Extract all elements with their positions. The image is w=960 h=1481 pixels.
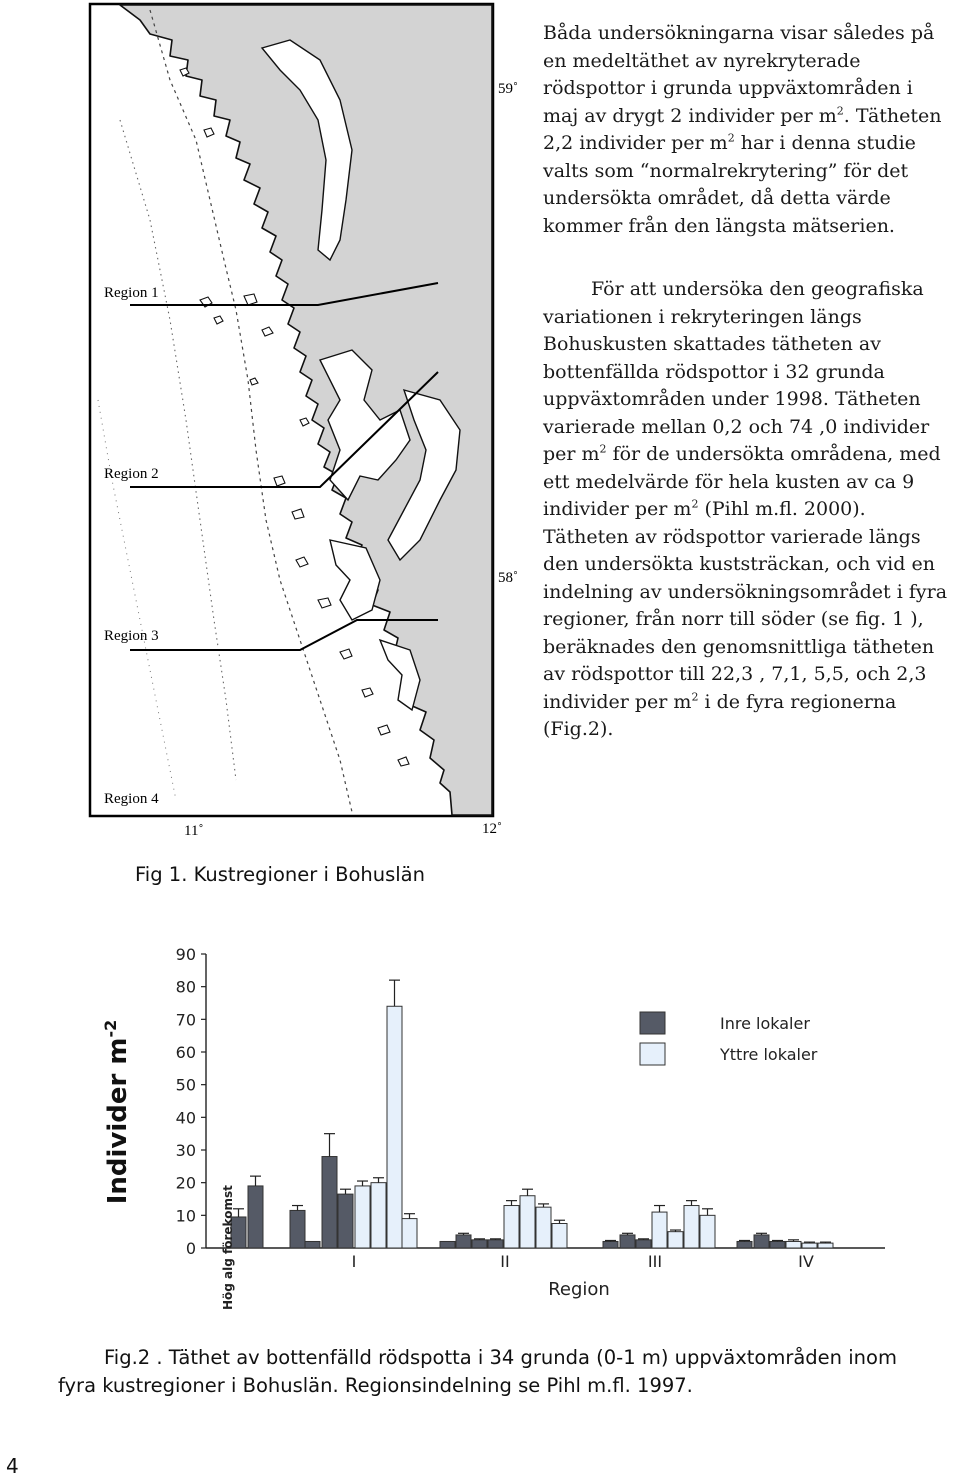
bar-9 — [402, 1219, 417, 1248]
p1-sup-b: 2 — [727, 131, 735, 145]
y-tick-label-10: 10 — [175, 1206, 196, 1226]
bar-25 — [737, 1241, 752, 1248]
lon-12-label: 12˚ — [482, 821, 502, 837]
y-axis-label-sup: -2 — [101, 1019, 120, 1038]
bar-18 — [603, 1241, 618, 1248]
p2-text-a: För att undersöka den geografiska variationen i rekryteringen längs Bohuskusten skattades tätheten av bottenfällda rödspottor i 32 grunda uppväxtområden under 1998. Tätheten varierade mellan 0,2 och 74 ,0 individer per m — [543, 278, 930, 465]
p2-text-d: i de fyra regionerna (Fig.2). — [543, 690, 897, 740]
lat-59-label: 59˚ — [498, 81, 518, 97]
legend-swatch-1 — [640, 1043, 665, 1065]
p1-sup-a: 2 — [836, 104, 844, 118]
x-axis-label: Region — [548, 1279, 610, 1300]
p1-text-b: . Tätheten 2,2 individer per m — [543, 104, 942, 154]
fig2-caption-line1: Fig.2 . Täthet av bottenfälld rödspotta i 34 grunda (0-1 m) uppväxtområden inom — [104, 1346, 897, 1369]
bar-15 — [520, 1196, 535, 1248]
bar-26 — [754, 1235, 769, 1248]
bar-1 — [248, 1186, 263, 1248]
region-2-label: Region 2 — [104, 466, 159, 482]
p2-text-b: för de undersökta områdena, med ett medelvärde för hela kusten av ca 9 individer per m — [543, 443, 941, 520]
bar-2 — [290, 1210, 305, 1248]
bar-19 — [620, 1235, 635, 1248]
legend-label-1: Yttre lokaler — [720, 1045, 818, 1064]
y-tick-label-70: 70 — [175, 1010, 196, 1030]
region-1-label: Region 1 — [104, 285, 159, 301]
y-tick-label-60: 60 — [175, 1043, 196, 1062]
bar-22 — [668, 1232, 683, 1248]
bar-5 — [338, 1194, 353, 1248]
bar-27 — [770, 1241, 785, 1248]
bar-4 — [322, 1157, 337, 1248]
density-bar-chart — [0, 930, 960, 1330]
y-tick-label-0: 0 — [185, 1239, 196, 1258]
page-number: 4 — [6, 1454, 19, 1478]
bar-11 — [456, 1235, 471, 1248]
bar-3 — [305, 1241, 320, 1248]
bar-30 — [818, 1243, 833, 1248]
coastal-map — [0, 0, 540, 850]
y-tick-label-90: 90 — [175, 945, 196, 964]
y-tick-label-20: 20 — [175, 1173, 196, 1193]
fig2-caption-line2: fyra kustregioner i Bohuslän. Regionsindelning se Pihl m.fl. 1997. — [58, 1374, 693, 1397]
p2-sup-b: 2 — [691, 497, 699, 511]
bar-8 — [387, 1006, 402, 1248]
bar-17 — [552, 1224, 567, 1249]
bar-7 — [371, 1183, 386, 1248]
bar-12 — [472, 1240, 487, 1248]
legend-label-0: Inre lokaler — [720, 1014, 810, 1033]
bar-10 — [440, 1241, 455, 1248]
legend-swatch-0 — [640, 1012, 665, 1034]
bar-16 — [536, 1207, 551, 1248]
region-3-label: Region 3 — [104, 628, 159, 644]
x-category-II: II — [500, 1252, 510, 1271]
y-tick-label-30: 30 — [175, 1141, 196, 1160]
p2-sup-c: 2 — [691, 690, 699, 704]
lat-58-label: 58˚ — [498, 570, 518, 586]
bar-20 — [636, 1240, 651, 1248]
bar-14 — [504, 1206, 519, 1248]
y-axis-label: Individer $m^{-2}$ — [101, 1019, 133, 1205]
x-category-IV: IV — [798, 1252, 814, 1271]
bar-28 — [786, 1241, 801, 1248]
paragraph-normal-recruitment — [543, 20, 953, 240]
bar-23 — [684, 1206, 699, 1248]
fig1-caption: Fig 1. Kustregioner i Bohuslän — [135, 863, 425, 886]
algae-label: Hög alg förekomst — [221, 1185, 235, 1310]
bar-29 — [802, 1243, 817, 1248]
p2-text-c: (Pihl m.fl. 2000). Tätheten av rödspottor varierade längs den undersökta kuststräckan, och vid en indelning av undersökningsområdet i fyra regioner, från norr till söder (se fig. 1 ), beräknades den genomsnittliga tätheten av rödspottor till 22,3 , 7,1, 5,5, och 2,3 individer per m — [543, 498, 948, 713]
p1-text-a: Båda undersökningarna visar således på en medeltäthet av nyrekryterade rödspottor i grunda uppväxtområden i maj av drygt 2 individer per m — [543, 22, 935, 127]
bar-21 — [652, 1212, 667, 1248]
x-category-III: III — [647, 1252, 663, 1271]
x-category-I: I — [351, 1252, 357, 1271]
bar-24 — [700, 1215, 715, 1248]
lon-11-label: 11˚ — [184, 823, 204, 839]
bar-6 — [355, 1186, 370, 1248]
y-tick-label-50: 50 — [175, 1075, 196, 1095]
region-4-label: Region 4 — [104, 791, 159, 807]
p2-sup-a: 2 — [599, 442, 607, 456]
bar-13 — [488, 1240, 503, 1248]
p1-text-c: har i denna studie valts som “normalrekrytering” för det undersökta området, då detta värde kommer från den längsta mätserien. — [543, 132, 916, 237]
y-tick-label-80: 80 — [175, 977, 196, 997]
y-tick-label-40: 40 — [175, 1108, 196, 1128]
paragraph-geographic-variation — [543, 276, 955, 744]
